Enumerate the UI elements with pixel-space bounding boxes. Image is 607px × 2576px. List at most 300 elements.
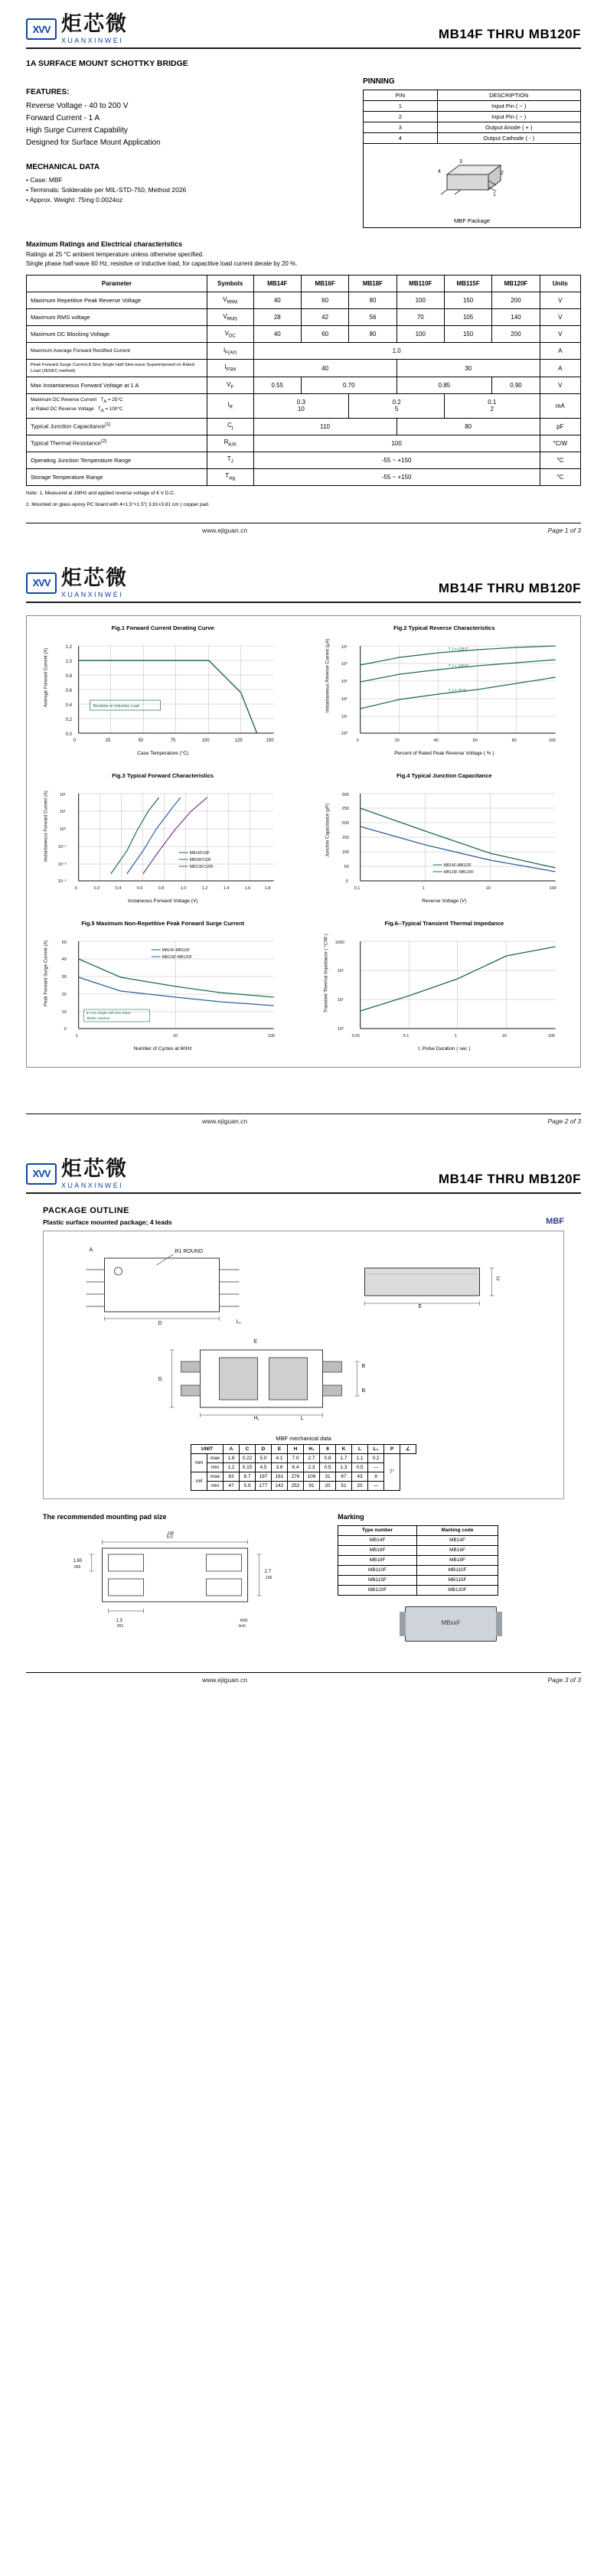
mbf-package-sketch xyxy=(415,158,530,208)
brand-logo xyxy=(26,14,128,44)
ratings-note: Single phase half-wave 60 Hz, resistive or inductive load, for capacitive load current derate by 20 %. xyxy=(26,260,298,267)
package-code: MBF xyxy=(546,1216,564,1226)
svg-text:0: 0 xyxy=(345,879,348,884)
svg-text:10⁻¹: 10⁻¹ xyxy=(57,844,67,849)
svg-text:0.6: 0.6 xyxy=(136,885,143,891)
svg-text:0.6: 0.6 xyxy=(65,688,73,693)
cell-unit: pF xyxy=(540,418,580,435)
svg-text:E: E xyxy=(253,1339,258,1345)
table-row xyxy=(27,394,581,419)
svg-text:0.0: 0.0 xyxy=(65,732,73,737)
page-footer xyxy=(26,1114,581,1125)
row-symbol: $V_{DC}$ xyxy=(207,326,253,343)
svg-text:0.01: 0.01 xyxy=(351,1033,361,1039)
pinning-heading: PINNING xyxy=(363,77,395,86)
svg-text:10³: 10³ xyxy=(341,679,348,684)
cell-value: 200 xyxy=(492,326,540,343)
table-row: mil max 63 8.7 197 161 276 106 31 67 43 8 xyxy=(191,1472,416,1481)
package-outline-subtitle: Plastic surface mounted package; 4 leads xyxy=(43,1218,172,1226)
cell-value: 150 xyxy=(444,326,491,343)
svg-text:10: 10 xyxy=(501,1033,507,1039)
svg-text:B: B xyxy=(361,1387,366,1394)
row-symbol: $T_J$ xyxy=(207,452,253,468)
svg-text:10⁻²: 10⁻² xyxy=(57,862,67,867)
svg-text:5.0: 5.0 xyxy=(166,1534,173,1540)
mechanical-item: • Case: MBF xyxy=(26,176,63,184)
chip-marking-label: MBxxF xyxy=(441,1619,461,1626)
chart-fig4 xyxy=(315,771,574,904)
table-row: MB14F MB14F xyxy=(338,1535,498,1545)
cell-value: 140 xyxy=(492,309,540,326)
mounting-pad-section xyxy=(43,1502,315,1642)
cell-value: 60 xyxy=(301,292,348,309)
table-row xyxy=(27,360,581,377)
svg-text:0: 0 xyxy=(356,738,359,743)
svg-text:1: 1 xyxy=(75,1033,78,1039)
pin-description: Output Cathode ( - ) xyxy=(437,133,580,144)
pin-number: 2 xyxy=(364,112,438,122)
row-parameter: Maximum Repetitive Peak Reverse Voltage xyxy=(27,292,207,309)
page-footer xyxy=(26,1672,581,1684)
cell-value: 40 xyxy=(253,326,301,343)
part-number-title: MB14F THRU MB120F xyxy=(438,580,581,595)
row-parameter: Maximum Average Forward Rectified Current xyxy=(27,343,207,360)
cell-value: 60 xyxy=(301,326,348,343)
svg-text:100: 100 xyxy=(201,738,210,743)
col-mb120f: MB120F xyxy=(492,276,540,292)
footer-url[interactable]: www.ejiguan.cn xyxy=(202,1675,248,1684)
cell-value: 70 xyxy=(397,309,444,326)
svg-text:150: 150 xyxy=(266,738,274,743)
footer-page-number: Page 1 of 3 xyxy=(547,526,581,534)
chart-fig3 xyxy=(33,771,292,904)
cell-unit: °C xyxy=(540,452,580,468)
svg-text:300: 300 xyxy=(341,792,349,797)
cond-line-1: Maximum DC Reverse Current xyxy=(31,397,97,403)
brand-logo xyxy=(26,1156,128,1189)
cell-unit: V xyxy=(540,326,580,343)
package-outline-drawing xyxy=(51,1239,556,1430)
svg-text:1.0: 1.0 xyxy=(65,659,73,664)
svg-text:4: 4 xyxy=(437,169,441,174)
svg-text:1.2: 1.2 xyxy=(65,644,73,650)
chart-fig5 xyxy=(33,919,292,1052)
package-caption: MBF Package xyxy=(453,217,491,224)
marking-table xyxy=(338,1525,498,1596)
svg-text:Resistive or Inductive Load: Resistive or Inductive Load xyxy=(93,703,139,709)
ratings-table xyxy=(26,275,581,486)
svg-text:10: 10 xyxy=(172,1033,178,1039)
svg-text:1000: 1000 xyxy=(335,940,344,945)
svg-text:40: 40 xyxy=(433,738,439,743)
svg-text:10⁴: 10⁴ xyxy=(341,661,348,667)
col-mb115f: MB115F xyxy=(444,276,491,292)
svg-text:200: 200 xyxy=(341,820,349,826)
cell-unit: °C/W xyxy=(540,435,580,452)
svg-text:.051: .051 xyxy=(116,1623,124,1629)
package-outline-title: PACKAGE OUTLINE xyxy=(43,1205,130,1215)
pinning-table xyxy=(363,90,581,144)
table-row: mm max 1.8 0.22 5.0 4.1 7.0 2.7 0.8 1.7 1.1 0.2 7° xyxy=(191,1453,416,1462)
svg-text:Instantaneous Forward Current: Instantaneous Forward Current (A) xyxy=(44,790,49,862)
svg-text:30: 30 xyxy=(61,974,67,980)
svg-text:100: 100 xyxy=(267,1033,275,1039)
dim-angle: 7° xyxy=(384,1453,400,1490)
svg-text:G: G xyxy=(158,1376,162,1382)
brand-name-cn: 炬芯微 xyxy=(61,12,128,35)
feature-item: Reverse Voltage - 40 to 200 V xyxy=(26,102,129,110)
col-mb110f: MB110F xyxy=(397,276,444,292)
table-header-row xyxy=(27,276,581,292)
svg-text:75: 75 xyxy=(170,738,176,743)
svg-text:.R1 ROUND: .R1 ROUND xyxy=(173,1248,204,1254)
svg-text:10²: 10² xyxy=(337,968,344,973)
svg-text:1: 1 xyxy=(422,885,425,891)
svg-text:2.7: 2.7 xyxy=(264,1569,271,1574)
svg-text:10⁰: 10⁰ xyxy=(337,1026,344,1032)
fig5-plot xyxy=(33,930,292,1045)
row-symbol: $V_{RMS}$ xyxy=(207,309,253,326)
svg-text:L₁: L₁ xyxy=(236,1319,241,1325)
table-note: 2. Mounted on glass epoxy PC board with 4×1.5"×1.5"( 3.81×3.81 cm ) copper pad. xyxy=(26,501,210,507)
brand-name-cn: 炬芯微 xyxy=(61,566,128,589)
cell-value: 56 xyxy=(349,309,397,326)
row-symbol: $V_{RRM}$ xyxy=(207,292,253,309)
logo-mark-icon: XVV xyxy=(26,1163,57,1185)
col-parameter: Parameter xyxy=(27,276,207,292)
cell-value: 40 xyxy=(253,292,301,309)
svg-text:H₁: H₁ xyxy=(253,1415,259,1421)
mounting-pad-drawing xyxy=(43,1525,315,1640)
svg-text:Average Forward Current (A): Average Forward Current (A) xyxy=(44,647,49,707)
svg-text:50: 50 xyxy=(61,940,67,945)
svg-text:100: 100 xyxy=(547,1033,555,1039)
pin-col-header: PIN xyxy=(364,90,438,101)
cell-value: 42 xyxy=(301,309,348,326)
svg-text:25: 25 xyxy=(105,738,111,743)
col-units: Units xyxy=(540,276,580,292)
mechanical-item: • Approx. Weight: 75mg 0.0024oz xyxy=(26,196,123,204)
svg-text:10: 10 xyxy=(61,1009,67,1015)
cell-value-span: 1.0 xyxy=(253,343,540,360)
cell-value-span: 0.2 5 xyxy=(349,394,445,419)
cell-value-span: 40 xyxy=(253,360,397,377)
table-row xyxy=(27,343,581,360)
svg-text:inch: inch xyxy=(238,1623,246,1629)
svg-text:.065: .065 xyxy=(73,1564,81,1570)
svg-text:0.8: 0.8 xyxy=(65,673,73,679)
svg-text:0: 0 xyxy=(73,738,77,743)
pin-number: 1 xyxy=(364,101,438,112)
svg-text:10²: 10² xyxy=(59,792,66,797)
svg-text:JEDEC Method: JEDEC Method xyxy=(86,1016,109,1020)
svg-text:20: 20 xyxy=(394,738,400,743)
row-parameter: Storage Temperature Range xyxy=(27,468,207,485)
table-row: MB115F MB115F xyxy=(338,1575,498,1585)
col-symbols: Symbols xyxy=(207,276,253,292)
table-row xyxy=(27,418,581,435)
svg-text:100: 100 xyxy=(341,849,349,855)
feature-item: Designed for Surface Mount Application xyxy=(26,139,161,147)
cell-value-span: 110 xyxy=(253,418,397,435)
cell-value: 100 xyxy=(397,292,444,309)
svg-text:0.2: 0.2 xyxy=(65,717,73,722)
svg-text:MB18F/110F: MB18F/110F xyxy=(189,857,212,862)
svg-text:Junction Capacitance (pF): Junction Capacitance (pF) xyxy=(325,803,331,857)
cell-value-span: 30 xyxy=(397,360,540,377)
chart-fig2 xyxy=(315,624,574,756)
page-footer xyxy=(26,523,581,534)
charts-container xyxy=(26,615,581,1068)
page-2 xyxy=(0,554,607,1125)
feature-item: High Surge Current Capability xyxy=(26,126,128,135)
table-row: min 47 5.9 177 142 252 91 20 51 20 — xyxy=(191,1481,416,1490)
table-row xyxy=(27,326,581,343)
row-parameter: Max Instantaneous Forward Voltage at 1 A xyxy=(27,377,207,394)
col-mb14f: MB14F xyxy=(253,276,301,292)
pin-description: Input Pin ( ~ ) xyxy=(437,101,580,112)
row-parameter: Peak Forward Surge Current,8.3ms Single Half Sine-wave Superimposed on Rated Load (JEDEC method) xyxy=(27,360,207,377)
chart-xlabel: t, Pulse Duration ( sec ) xyxy=(418,1045,471,1052)
pin-description: Input Pin ( ~ ) xyxy=(437,112,580,122)
cell-unit: V xyxy=(540,377,580,394)
svg-text:10¹: 10¹ xyxy=(59,809,66,814)
cell-unit: V xyxy=(540,309,580,326)
svg-text:MB14F-MB110F: MB14F-MB110F xyxy=(162,947,190,953)
chart-title: Fig.6--Typical Transient Thermal Impedance xyxy=(384,919,504,927)
svg-text:8.3 ms Single Half Sine-Wave: 8.3 ms Single Half Sine-Wave xyxy=(86,1010,131,1015)
col-marking-code: Marking code xyxy=(416,1525,498,1535)
chart-title: Fig.2 Typical Reverse Characteristics xyxy=(393,624,495,631)
svg-text:0.2: 0.2 xyxy=(93,885,100,891)
chart-fig1 xyxy=(33,624,292,756)
table-row xyxy=(27,452,581,468)
footer-url[interactable]: www.ejiguan.cn xyxy=(202,1117,248,1125)
mechanical-data-title: MBF mechanical data xyxy=(276,1434,331,1442)
table-row: MB110F MB110F xyxy=(338,1565,498,1575)
cell-value: 80 xyxy=(349,292,397,309)
svg-text:1.65: 1.65 xyxy=(73,1558,83,1564)
table-row: min 1.2 0.15 4.5 3.6 6.4 2.3 0.5 1.3 0.5 — xyxy=(191,1462,416,1472)
marking-section xyxy=(338,1502,564,1642)
chart-title: Fig.5 Maximum Non-Repetitive Peak Forward Surge Current xyxy=(81,919,245,927)
table-row xyxy=(364,112,581,122)
svg-text:10¹: 10¹ xyxy=(341,714,348,719)
mechanical-data-table xyxy=(191,1444,416,1491)
svg-text:10: 10 xyxy=(485,885,491,891)
cell-value: 0.55 xyxy=(253,377,301,394)
chart-xlabel: Reverse Voltage (V) xyxy=(422,898,467,904)
svg-text:10⁵: 10⁵ xyxy=(341,644,348,650)
svg-text:0: 0 xyxy=(64,1026,67,1032)
cell-value-span: 0.70 xyxy=(301,377,397,394)
page-subtitle: 1A SURFACE MOUNT SCHOTTKY BRIDGE xyxy=(26,59,188,68)
cell-value-span: 0.1 2 xyxy=(444,394,540,419)
col-mb18f: MB18F xyxy=(349,276,397,292)
cell-value: 150 xyxy=(444,292,491,309)
fig1-plot xyxy=(33,634,292,749)
cell-value-span: 100 xyxy=(253,435,540,452)
chart-fig6 xyxy=(315,919,574,1052)
document-header xyxy=(26,554,581,603)
cell-value: 200 xyxy=(492,292,540,309)
logo-mark-icon: XVV xyxy=(26,18,57,40)
row-parameter: Maximum DC Reverse Current TA = 25°C at Rated DC Reverse Voltage TA = 100°C xyxy=(27,394,207,419)
svg-text:L: L xyxy=(300,1415,304,1421)
cell-unit: V xyxy=(540,292,580,309)
cond-line-2: at Rated DC Reverse Voltage xyxy=(31,406,94,412)
fig6-plot xyxy=(315,930,574,1045)
pinning-column xyxy=(363,77,581,228)
logo-mark-icon: XVV xyxy=(26,572,57,594)
chart-title: Fig.3 Typical Forward Characteristics xyxy=(112,771,214,779)
chart-title: Fig.4 Typical Junction Capacitance xyxy=(397,771,492,779)
fig3-plot xyxy=(33,782,292,897)
svg-text:MB14F-MB110F: MB14F-MB110F xyxy=(443,862,472,868)
row-symbol: $I_{FSM}$ xyxy=(207,360,253,377)
table-header-row xyxy=(338,1525,498,1535)
pin-description: Output Anode ( + ) xyxy=(437,122,580,133)
svg-text:50: 50 xyxy=(138,738,144,743)
features-heading: FEATURES: xyxy=(26,88,70,96)
row-symbol: $C_j$ xyxy=(207,418,253,435)
package-drawing-frame xyxy=(43,1231,564,1499)
cell-value: 28 xyxy=(253,309,301,326)
table-row xyxy=(364,122,581,133)
cell-unit: mA xyxy=(540,394,580,419)
svg-text:0: 0 xyxy=(74,885,77,891)
svg-text:0.1: 0.1 xyxy=(354,885,360,891)
svg-text:mm: mm xyxy=(240,1618,248,1623)
table-note: Note: 1. Measured at 1MHz and applied reverse voltage of 4 V D.C. xyxy=(26,490,175,496)
footer-page-number: Page 3 of 3 xyxy=(547,1675,581,1684)
table-row: MB18F MB18F xyxy=(338,1555,498,1565)
svg-text:D: D xyxy=(158,1320,162,1326)
ratings-note: Ratings at 25 °C ambient temperature unless otherwise specified. xyxy=(26,251,204,258)
row-parameter: Typical Thermal Resistance$^{(2)}$ xyxy=(27,435,207,452)
svg-text:0.4: 0.4 xyxy=(115,885,122,891)
svg-text:T J = 100°C: T J = 100°C xyxy=(448,664,468,669)
svg-text:10¹: 10¹ xyxy=(337,997,344,1003)
svg-text:2: 2 xyxy=(500,171,504,176)
svg-text:Instantaneous Reverse Current: Instantaneous Reverse Current (µA) xyxy=(325,637,331,712)
document-header xyxy=(26,1145,581,1194)
svg-text:125: 125 xyxy=(234,738,243,743)
chart-xlabel: Instaneous Forward Voltage (V) xyxy=(127,898,198,904)
chart-xlabel: Percent of Rated Peak Reverse Voltage ( % ) xyxy=(394,750,494,756)
row-symbol: $I_R$ xyxy=(207,394,253,419)
svg-text:0.8: 0.8 xyxy=(158,885,165,891)
svg-text:0.1: 0.1 xyxy=(403,1033,409,1039)
cell-value: 80 xyxy=(349,326,397,343)
svg-text:10²: 10² xyxy=(341,696,348,702)
row-symbol: $R_{\theta JA}$ xyxy=(207,435,253,452)
cell-value-span: 0.85 xyxy=(397,377,492,394)
svg-text:T J = 25°C: T J = 25°C xyxy=(448,688,467,693)
table-header-row: UNIT A C D E H H₁ θ K L L₁ P ∠ xyxy=(191,1444,416,1453)
table-row: MB16F MB16F xyxy=(338,1545,498,1555)
cell-value: 100 xyxy=(397,326,444,343)
svg-text:3: 3 xyxy=(459,159,462,165)
svg-text:1.6: 1.6 xyxy=(244,885,251,891)
table-row xyxy=(364,133,581,144)
svg-text:50: 50 xyxy=(344,864,349,869)
svg-text:1.4: 1.4 xyxy=(223,885,230,891)
cell-value-span: 0.3 10 xyxy=(253,394,349,419)
svg-text:Transient Thermal Impedance (: Transient Thermal Impedance ( °C/W ) xyxy=(324,933,329,1012)
svg-text:10⁰: 10⁰ xyxy=(59,827,67,832)
svg-text:1: 1 xyxy=(454,1033,457,1039)
cell-value-span: -55 ~ +150 xyxy=(253,468,540,485)
row-parameter: Typical Junction Capacitance$^{(1)}$ xyxy=(27,418,207,435)
chart-row-2 xyxy=(33,771,574,904)
svg-text:1.0: 1.0 xyxy=(180,885,187,891)
svg-text:10⁰: 10⁰ xyxy=(341,731,348,736)
mechanical-heading: MECHANICAL DATA xyxy=(26,163,100,171)
pin-number: 3 xyxy=(364,122,438,133)
svg-text:60: 60 xyxy=(472,738,478,743)
cell-value: 105 xyxy=(444,309,491,326)
cell-value-span: -55 ~ +150 xyxy=(253,452,540,468)
desc-col-header: DESCRIPTION xyxy=(437,90,580,101)
cell-value: 0.90 xyxy=(492,377,540,394)
marking-chip-illustration xyxy=(405,1606,497,1642)
col-type-number: Type number xyxy=(338,1525,417,1535)
svg-text:MB115F-MB120F: MB115F-MB120F xyxy=(443,869,474,875)
svg-text:MB115F/120F: MB115F/120F xyxy=(189,864,214,869)
svg-text:MB14F/16F: MB14F/16F xyxy=(189,850,210,856)
fig2-plot xyxy=(315,634,574,749)
svg-text:20: 20 xyxy=(61,992,67,997)
svg-text:10⁻³: 10⁻³ xyxy=(57,879,67,884)
marking-title: Marking xyxy=(338,1512,364,1521)
brand-name-en: XUANXINWEI xyxy=(61,1181,124,1189)
row-symbol: $V_F$ xyxy=(207,377,253,394)
svg-text:T J = 125°C: T J = 125°C xyxy=(448,647,468,652)
features-column xyxy=(26,77,355,228)
page-3 xyxy=(0,1145,607,1684)
table-row xyxy=(27,377,581,394)
mechanical-item: • Terminals: Solderable per MIL-STD-750, Method 2026 xyxy=(26,186,187,194)
row-symbol: $T_{stg}$ xyxy=(207,468,253,485)
table-row xyxy=(27,292,581,309)
table-row xyxy=(27,435,581,452)
svg-text:250: 250 xyxy=(341,806,349,811)
brand-name-en: XUANXINWEI xyxy=(61,590,124,598)
document-header xyxy=(26,0,581,49)
chart-xlabel: Number of Cycles at 60Hz xyxy=(133,1045,192,1052)
svg-text:MB115F-MB120F: MB115F-MB120F xyxy=(162,954,192,960)
svg-text:E: E xyxy=(418,1303,423,1309)
svg-text:.106: .106 xyxy=(264,1575,272,1580)
part-number-title: MB14F THRU MB120F xyxy=(438,1171,581,1186)
col-mb16f: MB16F xyxy=(301,276,348,292)
brand-name-en: XUANXINWEI xyxy=(61,37,124,44)
row-parameter: Operating Junction Temperature Range xyxy=(27,452,207,468)
pin-number: 4 xyxy=(364,133,438,144)
svg-text:80: 80 xyxy=(511,738,517,743)
table-header-row xyxy=(364,90,581,101)
cell-unit: A xyxy=(540,343,580,360)
page-1 xyxy=(0,0,607,534)
cell-value-span: 80 xyxy=(397,418,540,435)
footer-url[interactable]: www.ejiguan.cn xyxy=(202,526,248,534)
cell-unit: °C xyxy=(540,468,580,485)
chart-title: Fig.1 Forward Current Derating Curve xyxy=(111,624,214,631)
svg-text:40: 40 xyxy=(61,957,67,962)
chart-xlabel: Case Temperature (°C) xyxy=(137,750,189,756)
svg-text:150: 150 xyxy=(341,835,349,840)
